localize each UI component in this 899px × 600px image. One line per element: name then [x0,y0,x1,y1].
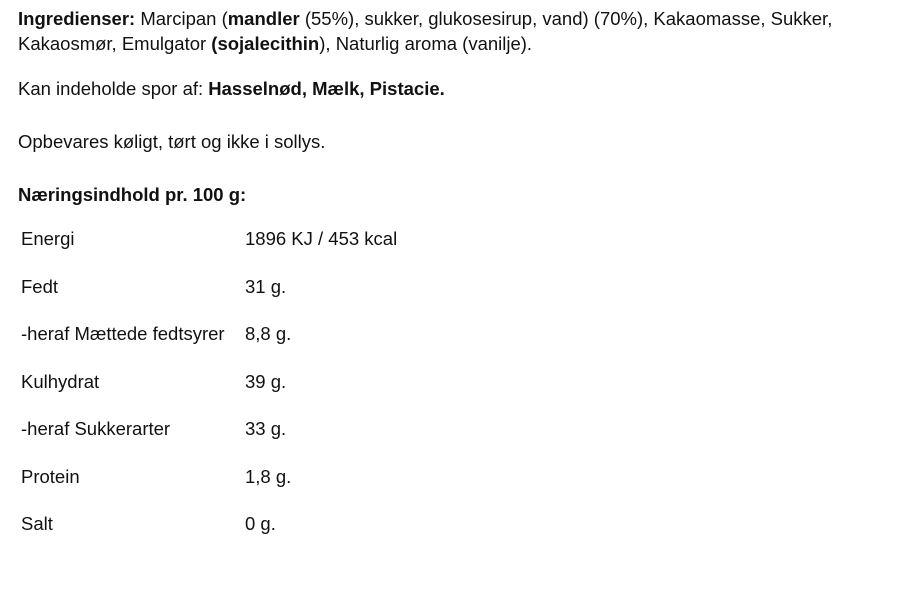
nutrient-name: -heraf Sukkerarter [21,418,171,440]
ingredients-text: (55%), sukker, glukosesirup, vand) (70%), Kakaomasse, Sukker, Kakaosmør, Emulgator [18,8,833,54]
nutrient-value: 39 g. [245,370,287,392]
table-row [21,453,397,501]
nutrient-value: 8,8 g. [245,323,292,345]
nutrient-value: 1,8 g. [245,465,292,487]
nutrient-value: 33 g. [245,418,287,440]
allergens-items: Hasselnød, Mælk, Pistacie. [208,78,445,99]
nutrient-name: Fedt [21,275,59,297]
nutrition-table [21,215,397,548]
ingredients-text: ), Naturlig aroma (vanilje). [319,33,533,54]
nutrition-title: Næringsindhold pr. 100 g: [18,184,247,205]
table-row [21,500,397,548]
ingredients-label: Ingredienser: [18,8,136,29]
nutrient-name: Energi [21,228,75,250]
nutrient-name: -heraf Mættede fedtsyrer [21,323,225,345]
nutrient-value: 31 g. [245,275,287,297]
nutrient-value: 0 g. [245,513,276,535]
table-row [21,263,397,311]
ingredients-soy: (sojalecithin [211,33,320,54]
product-label-document [18,6,889,548]
storage-instructions: Opbevares køligt, tørt og ikke i sollys. [18,131,326,152]
nutrient-value: 1896 KJ / 453 kcal [245,228,398,250]
table-row [21,358,397,406]
nutrient-name: Kulhydrat [21,370,100,392]
ingredients-text: Marcipan ( [135,8,228,29]
nutrient-name: Salt [21,513,53,535]
allergens-prefix: Kan indeholde spor af: [18,78,209,99]
allergens-paragraph [18,76,889,101]
nutrient-name: Protein [21,465,80,487]
ingredients-paragraph [18,6,888,56]
table-row [21,405,397,453]
table-row [21,215,397,263]
table-row [21,310,397,358]
ingredients-almonds: mandler [227,8,300,29]
